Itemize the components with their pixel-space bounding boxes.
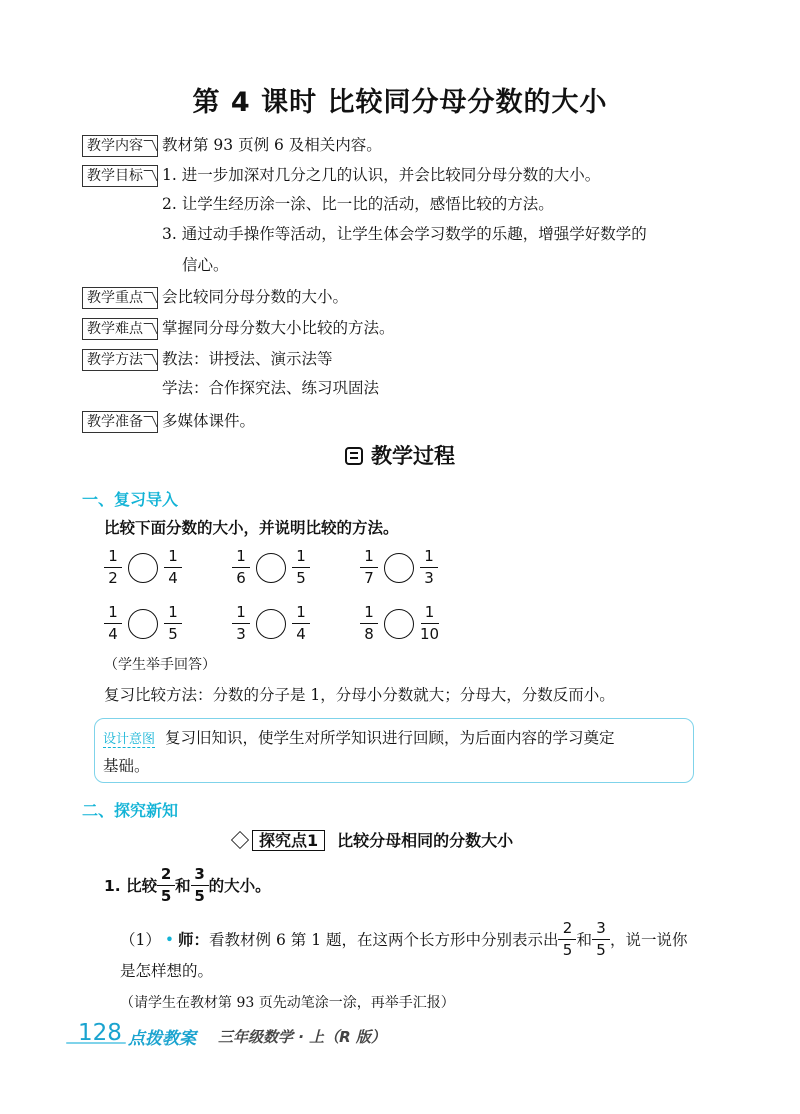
design-intent-box: 设计意图 复习旧知识，使学生对所学知识进行回顾，为后面内容的学习奠定 基础。 — [94, 718, 694, 783]
book-icon — [345, 447, 363, 465]
cube-icon — [231, 831, 249, 849]
dot-icon: • — [164, 930, 175, 949]
fraction-comparison — [232, 604, 310, 643]
fraction: $\frac{1}{8}$ — [360, 604, 378, 643]
meta-method: 教学方法 教法：讲授法、演示法等 — [82, 348, 762, 371]
page-title: 第 4 课时 比较同分母分数的大小 — [192, 87, 608, 118]
section-heading: 二、探究新知 — [82, 801, 179, 820]
step-1: （1） • 师： 看教材例 6 第 1 题，在这两个长方形中分别表示出 $\frac{2}{5}$ 和 $\frac{3}{5}$ ，说一说你 — [120, 919, 688, 959]
meta-content: 教学内容 教材第 93 页例 6 及相关内容。 — [82, 134, 762, 157]
fraction: $\frac{1}{6}$ — [232, 548, 250, 587]
goal-line: 2. 让学生经历涂一涂、比一比的活动，感悟比较的方法。 — [162, 195, 554, 213]
process-title: 教学过程 — [0, 440, 800, 470]
meta-key: 教学重点 会比较同分母分数的大小。 — [82, 286, 762, 309]
brand-logo: 点拨教案 — [128, 1029, 196, 1049]
fraction: $\frac{2}{5}$ — [558, 920, 576, 959]
fraction: $\frac{1}{10}$ — [420, 603, 440, 643]
fraction: $\frac{1}{2}$ — [104, 548, 122, 587]
fraction-comparison — [104, 604, 182, 643]
fraction: $\frac{3}{5}$ — [191, 866, 209, 905]
step-1-line2: 是怎样想的。 — [120, 962, 214, 980]
meta-tag: 教学难点 — [82, 318, 158, 340]
fraction-comparison — [360, 548, 438, 587]
meta-prep: 教学准备 多媒体课件。 — [82, 410, 762, 433]
method-text: 复习比较方法：分数的分子是 1，分母小分数就大；分母大，分数反而小。 — [104, 686, 615, 704]
answer-circle[interactable] — [128, 609, 158, 639]
instruction: 比较下面分数的大小，并说明比较的方法。 — [104, 519, 399, 537]
fraction: $\frac{1}{4}$ — [292, 604, 310, 643]
answer-circle[interactable] — [384, 553, 414, 583]
fraction: $\frac{1}{4}$ — [104, 604, 122, 643]
meta-difficulty: 教学难点 掌握同分母分数大小比较的方法。 — [82, 317, 762, 340]
meta-tag: 教学方法 — [82, 349, 158, 371]
goal-line: 3. 通过动手操作等活动，让学生体会学习数学的乐趣，增强学好数学的 — [162, 225, 647, 243]
meta-tag: 教学目标 — [82, 165, 158, 187]
fraction-comparison — [104, 548, 182, 587]
fraction: $\frac{1}{5}$ — [164, 604, 182, 643]
question-1: 1. 比较 $\frac{2}{5}$ 和 $\frac{3}{5}$ 的大小。 — [104, 865, 271, 905]
fraction-comparison — [360, 604, 439, 643]
fraction: $\frac{3}{5}$ — [592, 920, 610, 959]
meta-tag: 教学内容 — [82, 135, 158, 157]
fraction: $\frac{1}{4}$ — [164, 548, 182, 587]
goal-line: 信心。 — [182, 256, 229, 274]
method-line: 学法：合作探究法、练习巩固法 — [162, 379, 380, 397]
note: （学生举手回答） — [104, 657, 216, 673]
step-1-note: （请学生在教材第 93 页先动笔涂一涂，再举手汇报） — [120, 995, 455, 1011]
explore-point: 探究点1 比较分母相同的分数大小 — [232, 828, 513, 851]
meta-tag: 教学准备 — [82, 411, 158, 433]
fraction: $\frac{1}{3}$ — [420, 548, 438, 587]
answer-circle[interactable] — [256, 609, 286, 639]
meta-tag: 教学重点 — [82, 287, 158, 309]
design-intent-label: 设计意图 — [103, 732, 156, 747]
fraction: $\frac{1}{3}$ — [232, 604, 250, 643]
fraction-comparison — [232, 548, 310, 587]
answer-circle[interactable] — [384, 609, 414, 639]
meta-goals: 教学目标 1. 进一步加深对几分之几的认识，并会比较同分母分数的大小。 — [82, 164, 762, 187]
fraction: $\frac{2}{5}$ — [157, 866, 175, 905]
fraction: $\frac{1}{7}$ — [360, 548, 378, 587]
section-heading: 一、复习导入 — [82, 490, 179, 509]
answer-circle[interactable] — [128, 553, 158, 583]
comparison-grid — [104, 548, 484, 648]
book-title: 三年级数学 · 上（R 版） — [218, 1028, 386, 1046]
fraction: $\frac{1}{5}$ — [292, 548, 310, 587]
answer-circle[interactable] — [256, 553, 286, 583]
page-number: 128 — [78, 1020, 122, 1046]
